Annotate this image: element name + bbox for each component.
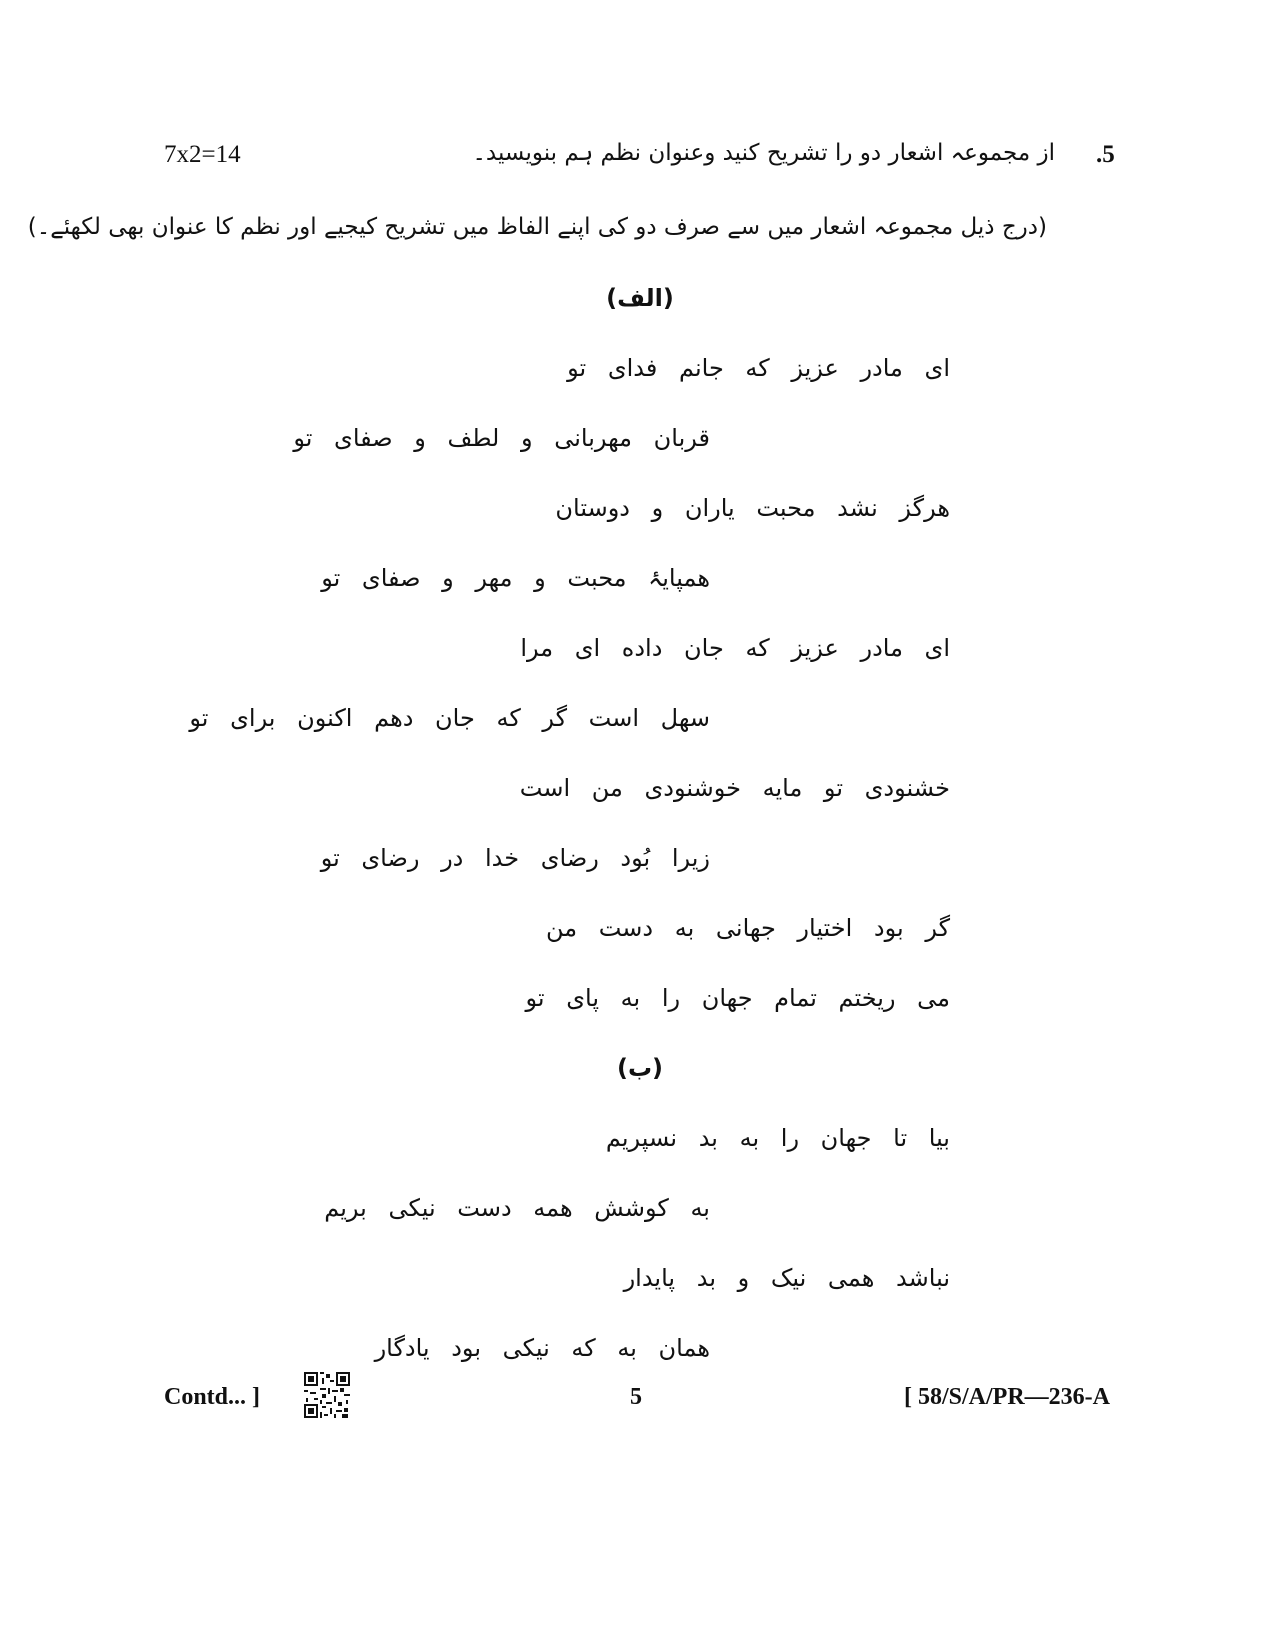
paper-code: [ 58/S/A/PR—236-A	[904, 1384, 1110, 1410]
verse-b-3: نباشد همی نیک و بد پایدار	[623, 1264, 950, 1292]
verse-b-4: همان به که نیکی بود یادگار	[374, 1334, 710, 1362]
verse-a-5: ای مادر عزیز که جان داده ای مرا	[520, 634, 950, 662]
footer-contd: Contd... ]	[164, 1384, 261, 1410]
section-a-heading: (الف)	[606, 284, 674, 312]
verse-a-2: قربان مهربانی و لطف و صفای تو	[293, 424, 710, 452]
section-b-heading: (ب)	[616, 1054, 664, 1082]
verse-a-6: سهل است گر که جان دهم اکنون برای تو	[189, 704, 710, 732]
verse-a-10: می ریختم تمام جهان را به پای تو	[525, 984, 950, 1012]
verse-b-2: به کوشش همه دست نیکی بریم	[324, 1194, 710, 1222]
question-number: .5	[1096, 141, 1115, 168]
verse-b-1: بیا تا جهان را به بد نسپریم	[605, 1124, 950, 1152]
question-marks: 7x2=14	[164, 141, 241, 168]
question-instruction-persian: از مجموعہ اشعار دو را تشریح کنید وعنوان نظم ہم بنویسید۔	[472, 140, 1055, 166]
question-instruction-urdu: (درج ذیل مجموعہ اشعار میں سے صرف دو کی اپنے الفاظ میں تشریح کیجیے اور نظم کا عنوان بھی لکھئے۔)	[27, 214, 1047, 240]
qr-code-icon	[304, 1372, 350, 1418]
page-number: 5	[630, 1384, 642, 1410]
verse-a-3: هرگز نشد محبت یاران و دوستان	[555, 494, 950, 522]
verse-a-8: زیرا بُود رضای خدا در رضای تو	[320, 844, 710, 872]
verse-a-9: گر بود اختیار جهانی به دست من	[545, 914, 950, 942]
verse-a-4: همپایۂ محبت و مهر و صفای تو	[321, 564, 710, 592]
verse-a-1: ای مادر عزیز که جانم فدای تو	[567, 354, 950, 382]
verse-a-7: خشنودی تو مایه خوشنودی من است	[519, 774, 950, 802]
